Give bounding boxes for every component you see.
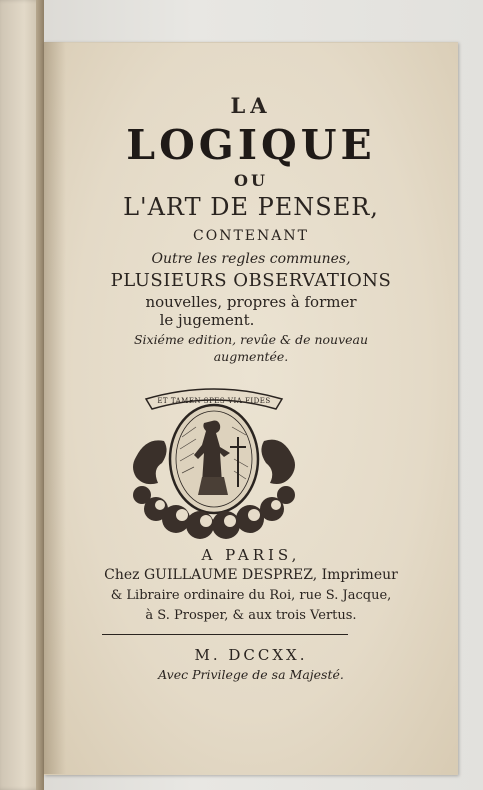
imprint-printer: Chez GUILLAUME DESPREZ, Imprimeur (104, 567, 398, 583)
imprint-address: à S. Prosper, & aux trois Vertus. (145, 608, 357, 623)
subtitle-outre: Outre les regles communes, (151, 251, 351, 267)
subtitle-jugement: le jugement. (159, 311, 255, 329)
title-art-de-penser: L'ART DE PENSER, (123, 193, 379, 221)
imprint-city: A PARIS, (201, 546, 301, 564)
imprint-libraire: & Libraire ordinaire du Roi, rue S. Jacque, (110, 588, 392, 603)
title-la: LA (230, 93, 272, 118)
title-contenant: CONTENANT (193, 228, 309, 244)
imprint-year: M. DCCXX. (194, 646, 308, 664)
gutter-shadow (44, 42, 66, 774)
imprint-rule (102, 634, 348, 635)
imprint-privilege: Avec Privilege de sa Majesté. (158, 667, 344, 682)
edition-note: Sixiéme edition, revûe & de nouveau (133, 332, 369, 347)
vignette-motto: ET TAMEN SPES VIA FIDES (157, 397, 271, 405)
book-spine-edge (36, 0, 44, 790)
title-page (44, 42, 458, 775)
edition-augmentee: augmentée. (213, 349, 289, 364)
subtitle-nouvelles: nouvelles, propres à former (145, 293, 357, 311)
title-ou: OU (234, 171, 268, 190)
emblem-woodcut-icon (126, 377, 302, 547)
title-logique: LOGIQUE (126, 121, 376, 169)
subtitle-plusieurs: PLUSIEURS OBSERVATIONS (110, 270, 392, 291)
